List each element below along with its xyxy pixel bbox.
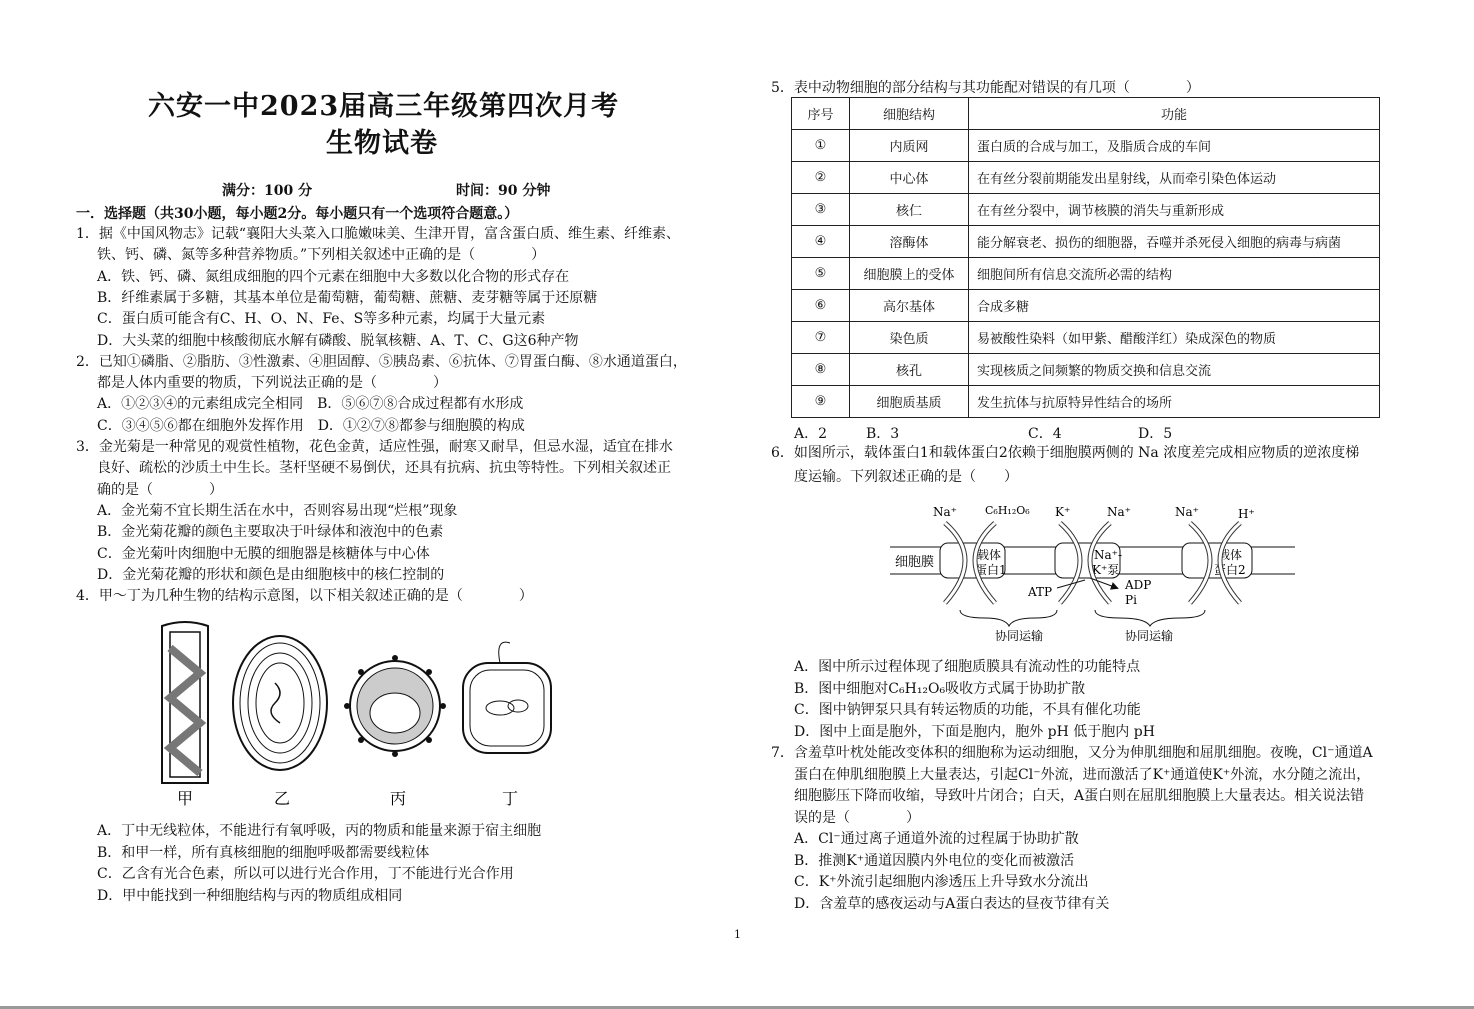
answer-option: C．4 <box>1028 426 1062 442</box>
cell-structure: 内质网 <box>850 130 969 162</box>
table-row <box>792 354 1380 386</box>
answer-option: B．纤维素属于多糖，其基本单位是葡萄糖，葡萄糖、蔗糖、麦芽糖等属于还原糖 <box>97 289 598 306</box>
cotransport-label: 协同运输 <box>1125 629 1174 643</box>
row-number: ② <box>792 162 850 194</box>
question-stem: 都是人体内重要的物质，下列说法正确的是（ ） <box>97 375 447 392</box>
question-stem: 蛋白在伸肌细胞膜上大量表达，引起Cl⁻外流，进而激活了K⁺通道使K⁺外流，水分随之流出， <box>794 766 1371 783</box>
answer-option: B．图中细胞对C₆H₁₂O₆吸收方式属于协助扩散 <box>794 680 1086 697</box>
question-stem: 1．据《中国风物志》记载“襄阳大头菜入口脆嫩味美、生津开胃，富含蛋白质、维生素、纤维素、 <box>76 226 681 242</box>
carrier1-label: 载体 <box>977 548 1002 562</box>
q4-figure <box>150 618 570 813</box>
answer-option: C．图中钠钾泵只具有转运物质的功能，不具有催化功能 <box>794 702 1141 718</box>
answer-option: B．和甲一样，所有真核细胞的细胞呼吸都需要线粒体 <box>97 844 430 861</box>
na-label: Na⁺ <box>933 505 957 519</box>
question-stem: 良好、疏松的沙质土中生长。茎杆坚硬不易倒伏，还具有抗病、抗虫等特性。下列相关叙述正 <box>97 460 671 477</box>
pi-label: Pi <box>1125 593 1137 607</box>
answer-option: A．丁中无线粒体，不能进行有氧呼吸，丙的物质和能量来源于宿主细胞 <box>97 823 542 839</box>
answer-option: D．大头菜的细胞中核酸彻底水解有磷酸、脱氧核糖、A、T、C、G这6种产物 <box>97 332 579 349</box>
function: 在有丝分裂中，调节核膜的消失与重新形成 <box>969 194 1380 226</box>
q5-table <box>791 97 1380 418</box>
answer-option: A．图中所示过程体现了细胞质膜具有流动性的功能特点 <box>794 659 1141 675</box>
table-row <box>792 162 1380 194</box>
answer-option: D．金光菊花瓣的形状和颜色是由细胞核中的核仁控制的 <box>97 566 445 583</box>
table-row <box>792 386 1380 418</box>
carrier2-label: 载体 <box>1218 548 1243 562</box>
function: 易被酸性染料（如甲紫、醋酸洋红）染成深色的物质 <box>969 322 1380 354</box>
cell-structure: 细胞膜上的受体 <box>850 258 969 290</box>
label-jia: 甲 <box>177 789 194 808</box>
answer-option: C．金光菊叶肉细胞中无膜的细胞器是核糖体与中心体 <box>97 545 430 562</box>
answer-option: C．蛋白质可能含有C、H、O、N、Fe、S等多种元素，均属于大量元素 <box>97 311 546 328</box>
cotransport-label: 协同运输 <box>995 629 1044 643</box>
table-row <box>792 290 1380 322</box>
label-bing: 丙 <box>390 789 407 808</box>
label-ding: 丁 <box>502 789 519 808</box>
answer-option: C．乙含有光合色素，所以可以进行光合作用，丁不能进行光合作用 <box>97 866 514 882</box>
row-number: ① <box>792 130 850 162</box>
table-header: 序号 <box>792 98 850 130</box>
section-heading: 一．选择题（共30小题，每小题2分。每小题只有一个选项符合题意。） <box>76 206 519 222</box>
question-stem: 2．已知①磷脂、②脂肪、③性激素、④胆固醇、⑤胰岛素、⑥抗体、⑦胃蛋白酶、⑧水通道蛋白， <box>76 353 687 370</box>
pump-label: Na⁺- <box>1094 548 1123 562</box>
full-score: 满分：100 分 <box>222 183 313 199</box>
row-number: ⑦ <box>792 322 850 354</box>
row-number: ④ <box>792 226 850 258</box>
question-stem: 误的是（ ） <box>794 809 920 826</box>
answer-option: A．2 <box>794 426 828 442</box>
answer-option: A．金光菊不宜长期生活在水中，否则容易出现“烂根”现象 <box>97 502 458 519</box>
function: 能分解衰老、损伤的细胞器，吞噬并杀死侵入细胞的病毒与病菌 <box>969 226 1380 258</box>
question-stem: 确的是（ ） <box>97 481 223 498</box>
cell-structure: 细胞质基质 <box>850 386 969 418</box>
table-row <box>792 322 1380 354</box>
table-row <box>792 130 1380 162</box>
membrane-label: 细胞膜 <box>895 555 935 570</box>
cell-structure: 高尔基体 <box>850 290 969 322</box>
label-yi: 乙 <box>274 789 291 808</box>
answer-option: C．③④⑤⑥都在细胞外发挥作用 D．①②⑦⑧都参与细胞膜的构成 <box>97 417 525 434</box>
row-number: ⑥ <box>792 290 850 322</box>
answer-option: D．甲中能找到一种细胞结构与丙的物质组成相同 <box>97 887 403 904</box>
question-stem: 细胞膨压下降而收缩，导致叶片闭合；白天，A蛋白则在屈肌细胞膜上大量表达。相关说法错 <box>794 788 1365 804</box>
q6-membrane-diagram <box>885 498 1305 648</box>
table-row <box>792 226 1380 258</box>
question-stem: 4．甲～丁为几种生物的结构示意图，以下相关叙述正确的是（ ） <box>76 588 533 604</box>
cell-bing-virus <box>344 655 446 757</box>
answer-option: B．金光菊花瓣的颜色主要取决于叶绿体和液泡中的色素 <box>97 524 444 541</box>
answer-option: A．铁、钙、磷、氮组成细胞的四个元素在细胞中大多数以化合物的形式存在 <box>97 268 570 285</box>
cell-yi-cyanobacterium <box>233 636 327 770</box>
question-stem: 3．金光菊是一种常见的观赏性植物，花色金黄，适应性强，耐寒又耐旱，但忌水湿，适宜在排水 <box>76 439 673 455</box>
cell-structure: 核仁 <box>850 194 969 226</box>
cell-structure: 中心体 <box>850 162 969 194</box>
cell-structure: 溶酶体 <box>850 226 969 258</box>
question-stem: 5．表中动物细胞的部分结构与其功能配对错误的有几项（ ） <box>771 80 1200 96</box>
question-stem: 铁、钙、磷、氮等多种营养物质。”下列相关叙述中正确的是（ ） <box>97 247 546 264</box>
carrier1-label: 蛋白1 <box>975 563 1007 577</box>
cell-jia-chloroplast <box>162 622 208 783</box>
table-header: 细胞结构 <box>850 98 969 130</box>
function: 细胞间所有信息交流所必需的结构 <box>969 258 1380 290</box>
exam-subtitle: 生物试卷 <box>326 128 438 159</box>
page-number: 1 <box>734 928 741 941</box>
function: 合成多糖 <box>969 290 1380 322</box>
cell-structure: 核孔 <box>850 354 969 386</box>
answer-option: A．Cl⁻通过离子通道外流的过程属于协助扩散 <box>794 831 1079 847</box>
answer-option: A．①②③④的元素组成完全相同 B．⑤⑥⑦⑧合成过程都有水形成 <box>97 396 524 413</box>
function: 在有丝分裂前期能发出星射线，从而牵引染色体运动 <box>969 162 1380 194</box>
atp-label: ATP <box>1028 585 1053 599</box>
cell-ding-bacterium <box>463 642 551 753</box>
row-number: ⑤ <box>792 258 850 290</box>
question-stem: 6．如图所示，载体蛋白1和载体蛋白2依赖于细胞膜两侧的 Na 浓度差完成相应物质的逆浓度梯 <box>771 445 1360 461</box>
exam-time: 时间：90 分钟 <box>456 183 551 199</box>
answer-option: D．5 <box>1138 426 1173 442</box>
na-label: Na⁺ <box>1175 505 1199 519</box>
row-number: ③ <box>792 194 850 226</box>
question-stem: 7．含羞草叶枕处能改变体积的细胞称为运动细胞，又分为伸肌细胞和屈肌细胞。夜晚，Cl⁻通道A <box>771 745 1373 761</box>
answer-option: B．3 <box>866 426 900 442</box>
answer-option: B．推测K⁺通道因膜内外电位的变化而被激活 <box>794 852 1075 869</box>
answer-option: D．图中上面是胞外，下面是胞内，胞外 pH 低于胞内 pH <box>794 723 1155 740</box>
glucose-label: C₆H₁₂O₆ <box>985 504 1030 517</box>
row-number: ⑧ <box>792 354 850 386</box>
carrier2-label: 蛋白2 <box>1214 563 1246 577</box>
cell-structure: 染色质 <box>850 322 969 354</box>
exam-title: 六安一中2023届高三年级第四次月考 <box>148 91 620 122</box>
question-stem: 度运输。下列叙述正确的是（ ） <box>794 469 1018 485</box>
k-label: K⁺ <box>1055 505 1071 519</box>
h-label: H⁺ <box>1238 507 1255 521</box>
adp-label: ADP <box>1125 578 1152 592</box>
table-row <box>792 194 1380 226</box>
answer-option: D．含羞草的感夜运动与A蛋白表达的昼夜节律有关 <box>794 895 1110 912</box>
function: 实现核质之间频繁的物质交换和信息交流 <box>969 354 1380 386</box>
na-label: Na⁺ <box>1107 505 1131 519</box>
function: 发生抗体与抗原特异性结合的场所 <box>969 386 1380 418</box>
answer-option: C．K⁺外流引起细胞内渗透压上升导致水分流出 <box>794 874 1089 890</box>
table-header: 功能 <box>969 98 1380 130</box>
row-number: ⑨ <box>792 386 850 418</box>
table-row <box>792 258 1380 290</box>
function: 蛋白质的合成与加工，及脂质合成的车间 <box>969 130 1380 162</box>
pump-label: K⁺泵 <box>1092 563 1120 577</box>
